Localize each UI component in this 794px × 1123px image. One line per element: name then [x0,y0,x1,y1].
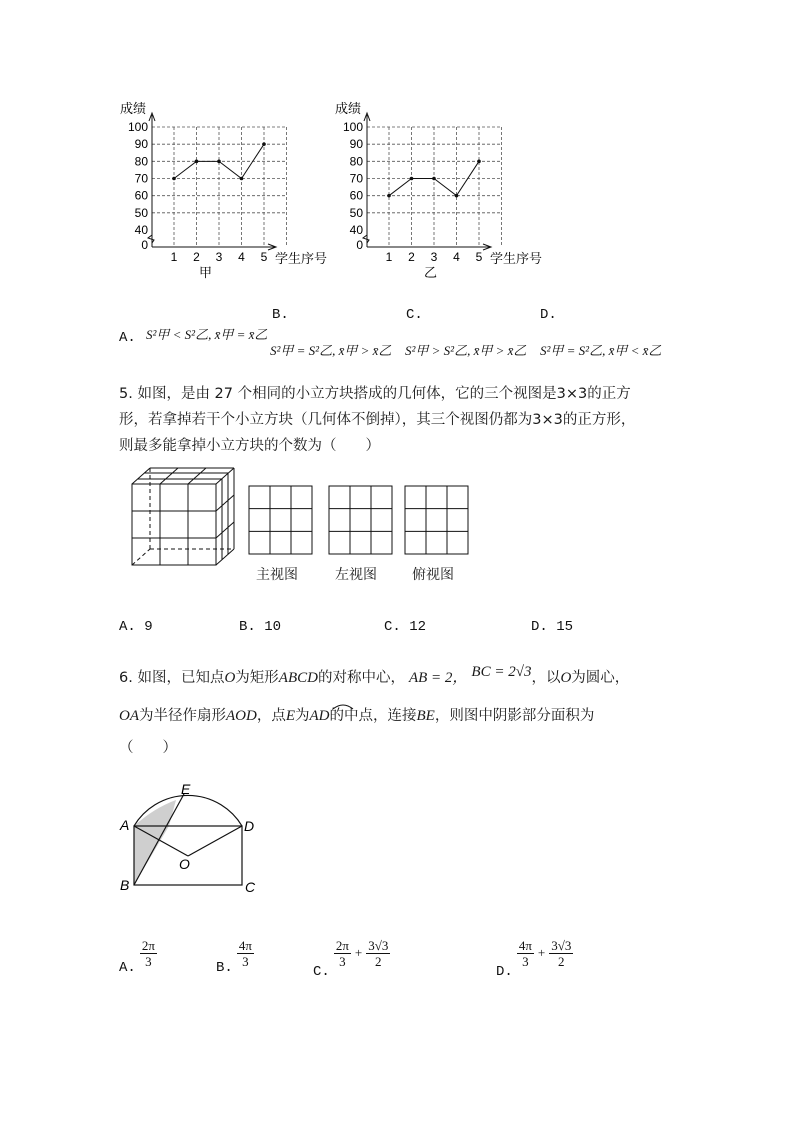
y-tick-label: 60 [134,188,148,203]
data-point [387,194,391,198]
denominator: 3 [522,954,529,969]
label-b: B [120,877,130,893]
label-o: O [179,856,190,872]
arc-mark [332,702,354,710]
data-point [240,177,244,181]
label-d: D [244,818,255,834]
x-tick-label: 5 [475,250,483,264]
q5-option-b: B. 10 [239,619,282,635]
y-tick-label: 0 [141,238,148,252]
q6-stem-line2 [119,704,594,728]
y-tick-label: 50 [349,205,363,220]
view-label-left: 左视图 [335,567,377,583]
point-o: O [560,670,572,686]
segment-oa: OA [119,708,139,724]
data-point [217,160,221,164]
y-tick-label: 100 [127,120,148,134]
q5-stem-line1: 5. 如图，是由 27 个相同的小立方块搭成的几何体，它的三个视图是3×3的正方 [119,386,631,402]
y-tick-label: 70 [349,171,363,186]
q6-text: 的对称中心， [317,670,405,686]
rect-abcd: ABCD [278,670,318,686]
q6-text: 为圆心， [571,670,630,686]
data-point [410,177,414,181]
q6-text: ，点 [256,708,286,724]
fraction [366,938,390,969]
option-letter: B. [216,960,233,977]
x-tick-label: 3 [430,250,438,264]
data-point [477,160,481,164]
y-axis-label: 成绩 [335,101,362,116]
chart-jia [110,95,340,285]
fraction [140,938,157,969]
denominator: 3 [339,954,346,969]
view-label-front: 主视图 [256,567,298,583]
bc-eq: BC = 2√3 [471,664,532,680]
data-point [262,142,266,146]
denominator: 3 [145,954,152,969]
denominator: 2 [375,954,382,969]
x-tick-label: 1 [170,250,178,264]
q6-option-d [496,938,573,981]
x-axis-label: 学生序号 [275,251,328,266]
q4-option-a-letter: A. [119,330,136,346]
x-tick-label: 1 [385,250,393,264]
x-tick-label: 2 [193,250,200,264]
x-tick-label: 4 [238,250,245,264]
q6-text: 的中点，连接 [329,708,417,724]
view-grid [249,486,312,554]
y-tick-label: 40 [134,223,148,237]
y-axis-label: 成绩 [120,101,147,116]
chart-yi [325,95,555,285]
q4-option-b-letter: B. [272,307,289,323]
y-tick-label: 50 [134,205,148,220]
data-point [172,177,176,181]
q6-stem-line1 [119,666,629,690]
q5-option-d: D. 15 [531,619,574,635]
x-tick-label: 5 [260,250,268,264]
q6-text: ，以 [531,670,561,686]
segment-be: BE [416,708,435,724]
q4-option-c-expr: S²甲 > S²乙, x̄甲 > x̄乙 [405,343,527,358]
x-tick-label: 2 [408,250,415,264]
q6-text: 6. 如图，已知点 [119,670,225,686]
q6-option-c [313,938,390,981]
view-grid [329,486,392,554]
point-e: E [285,708,295,724]
fraction [517,938,534,969]
data-point [455,194,459,198]
numerator: 2π [141,938,155,953]
option-letter: D. [496,964,513,981]
option-letter: C. [313,964,330,981]
view-grid [405,486,468,554]
q5-cube-figure [120,460,490,570]
q6-text: 为半径作扇形 [139,708,226,724]
plus-sign: + [537,945,546,961]
denominator: 2 [558,954,565,969]
chart-title: 甲 [199,265,213,280]
q5-stem-line2: 形，若拿掉若干个小立方块（几何体不倒掉），其三个视图仍都为3×3的正方形， [119,412,636,428]
axis-break [363,235,369,243]
label-e: E [181,781,191,797]
x-tick-label: 4 [453,250,460,264]
numerator: 4π [238,938,252,953]
y-tick-label: 80 [134,154,148,169]
view-label-top: 俯视图 [412,567,454,583]
q4-option-d-letter: D. [540,307,557,323]
y-tick-label: 90 [134,137,148,152]
option-letter: A. [119,960,136,977]
q6-text: 为 [295,708,310,724]
shaded-region-top [134,800,176,826]
y-tick-label: 40 [349,223,363,237]
fraction [334,938,351,969]
q4-option-b-expr: S²甲 = S²乙, x̄甲 > x̄乙 [270,343,392,358]
y-tick-label: 80 [349,154,363,169]
numerator: 3√3 [368,938,389,953]
segment-od-figure [188,826,242,856]
y-tick-label: 90 [349,137,363,152]
axis-break [148,235,154,243]
q5-stem-line3: 则最多能拿掉小立方块的个数为（ ） [119,438,380,454]
q6-option-b [216,938,254,977]
q6-text: 为矩形 [235,670,279,686]
y-tick-label: 60 [349,188,363,203]
q6-figure [112,780,272,900]
plus-sign: + [354,945,363,961]
q6-stem-line3: （ ） [119,740,177,756]
numerator: 4π [518,938,532,953]
q6-option-a [119,938,157,977]
cube-3d [132,468,234,565]
label-a: A [120,817,130,833]
y-tick-label: 0 [356,238,363,252]
arc-ad: AD [309,708,330,724]
data-point [432,177,436,181]
ab-eq: AB = 2， [408,670,468,686]
numerator: 2π [335,938,349,953]
x-tick-label: 3 [215,250,223,264]
point-o: O [224,670,236,686]
q5-option-a: A. 9 [119,619,153,635]
y-tick-label: 70 [134,171,148,186]
label-c: C [245,879,256,895]
q4-option-d-expr: S²甲 = S²乙, x̄甲 < x̄乙 [540,343,662,358]
denominator: 3 [242,954,249,969]
q5-option-c: C. 12 [384,619,427,635]
fraction [237,938,254,969]
q4-option-c-letter: C. [406,307,423,323]
q4-option-a-expr: S²甲 < S²乙, x̄甲 = x̄乙 [146,327,268,342]
q6-text: ，则图中阴影部分面积为 [434,708,595,724]
fraction [549,938,573,969]
sector-aod: AOD [226,708,257,724]
data-point [195,160,199,164]
x-axis-label: 学生序号 [490,251,543,266]
y-tick-label: 100 [342,120,363,134]
chart-title: 乙 [424,265,438,280]
numerator: 3√3 [551,938,572,953]
